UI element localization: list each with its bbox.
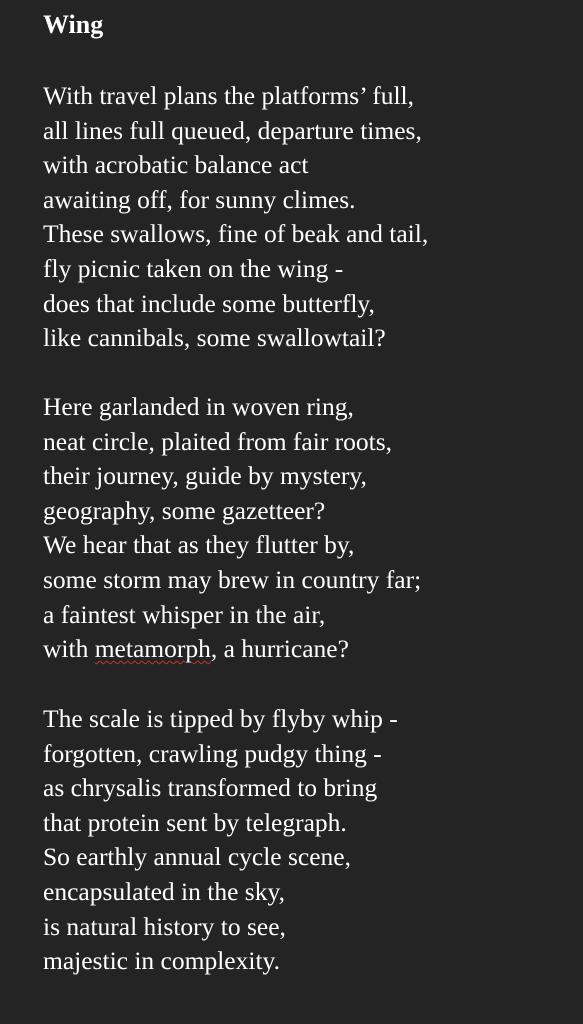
poem-title: Wing xyxy=(43,10,104,39)
stanza-2-line-1: Here garlanded in woven ring, xyxy=(43,392,354,421)
stanza-2-line-3: their journey, guide by mystery, xyxy=(43,461,367,491)
stanza-2-line-5: We hear that as they flutter by, xyxy=(43,530,355,560)
stanza-1-line-6: fly picnic taken on the wing - xyxy=(43,253,344,283)
stanza-3-line-3: as chrysalis transformed to bring xyxy=(43,773,378,803)
stanza-3-line-4: that protein sent by telegraph. xyxy=(43,807,347,837)
line-text-before: with xyxy=(43,634,95,664)
stanza-3-line-8: majestic in complexity. xyxy=(43,946,280,976)
stanza-2 xyxy=(43,390,421,667)
poem-page xyxy=(43,0,573,976)
stanza-2-line-4: geography, some gazetteer? xyxy=(43,495,326,525)
stanza-1-line-8: like cannibals, some swallowtail? xyxy=(43,323,386,353)
stanza-3-line-6: encapsulated in the sky, xyxy=(43,876,285,906)
stanza-1-line-2: all lines full queued, departure times, xyxy=(43,115,422,145)
stanza-2-line-8 xyxy=(43,632,421,667)
stanza-3-line-5: So earthly annual cycle scene, xyxy=(43,842,351,872)
stanza-2-line-6: some storm may brew in country far; xyxy=(43,564,422,594)
stanza-1-line-1: With travel plans the platforms’ full, xyxy=(43,81,414,110)
stanza-1-line-7: does that include some butterfly, xyxy=(43,288,375,318)
stanza-1-line-4: awaiting off, for sunny climes. xyxy=(43,184,356,214)
stanza-3-line-7: is natural history to see, xyxy=(43,911,286,941)
stanza-2-line-2: neat circle, plaited from fair roots, xyxy=(43,426,393,456)
stanza-1-line-5: These swallows, fine of beak and tail, xyxy=(43,219,429,249)
stanza-3-line-1: The scale is tipped by flyby whip - xyxy=(43,704,398,733)
stanza-2-line-7: a faintest whisper in the air, xyxy=(43,599,326,629)
stanza-1-line-3: with acrobatic balance act xyxy=(43,150,309,180)
line-text-after: , a hurricane? xyxy=(210,634,349,664)
stanza-3-line-2: forgotten, crawling pudgy thing - xyxy=(43,738,382,768)
stanza-3 xyxy=(43,702,398,979)
stanza-1 xyxy=(43,79,428,356)
misspelled-word[interactable]: metamorph xyxy=(94,634,211,664)
